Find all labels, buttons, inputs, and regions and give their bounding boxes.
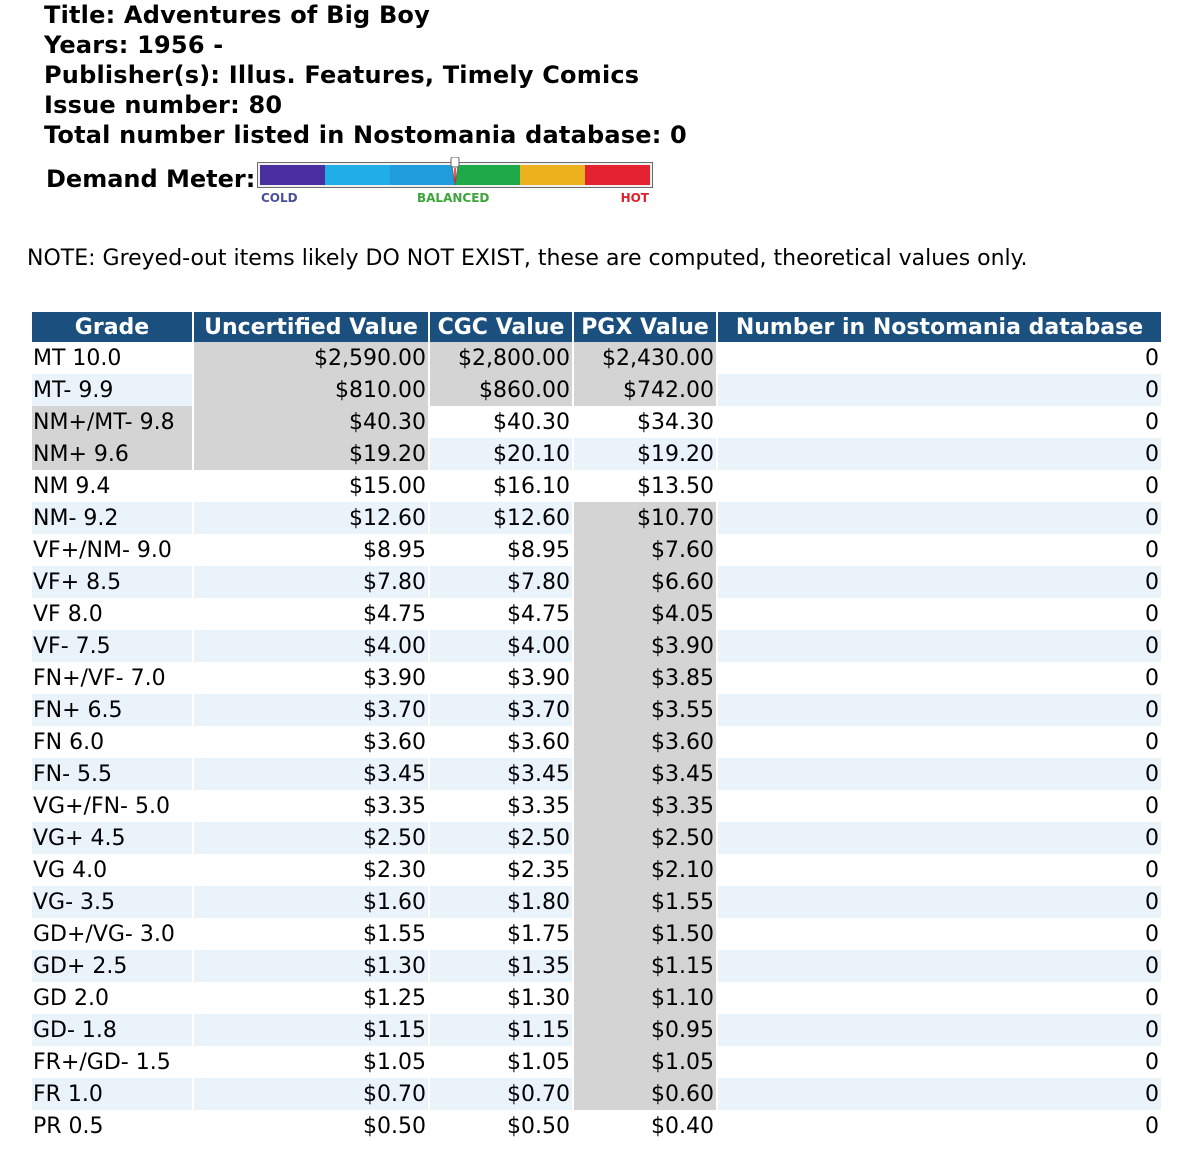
header-grade: Grade [32, 312, 193, 342]
pgx-value-cell: $1.05 [573, 1046, 717, 1078]
uncertified-value-cell: $19.20 [193, 438, 429, 470]
grade-cell: VF+/NM- 9.0 [33, 537, 172, 563]
database-count-cell: 0 [717, 1014, 1161, 1046]
grade-cell: MT- 9.9 [32, 374, 193, 406]
database-count-cell: 0 [717, 534, 1161, 566]
uncertified-value-cell: $1.05 [193, 1046, 429, 1078]
grade-cell: PR 0.5 [33, 1113, 104, 1139]
database-count-cell: 0 [717, 758, 1161, 790]
uncertified-value-cell: $15.00 [193, 470, 429, 502]
meter-label-balanced: BALANCED [417, 191, 490, 205]
table-row [32, 438, 1161, 470]
table-row [32, 726, 1161, 758]
comic-info [44, 0, 687, 150]
table-row [32, 374, 1161, 406]
uncertified-value-cell: $8.95 [193, 534, 429, 566]
grade-cell: NM 9.4 [33, 473, 111, 499]
meter-segment [325, 165, 390, 185]
grade-cell: GD- 1.8 [32, 1014, 193, 1046]
pgx-value-cell: $0.40 [573, 1110, 717, 1142]
database-count-cell: 0 [717, 662, 1161, 694]
meter-segment [260, 165, 325, 185]
uncertified-value-cell: $1.55 [193, 918, 429, 950]
cgc-value-cell: $0.50 [429, 1110, 573, 1142]
database-count-cell: 0 [717, 790, 1161, 822]
header-number-in-database: Number in Nostomania database [717, 312, 1161, 342]
database-count-cell: 0 [717, 502, 1161, 534]
table-row [32, 1046, 1161, 1078]
uncertified-value-cell: $3.60 [193, 726, 429, 758]
database-count-cell: 0 [717, 982, 1161, 1014]
grade-cell: NM+ 9.6 [32, 438, 193, 470]
meter-segment [455, 165, 520, 185]
database-count-cell: 0 [717, 918, 1161, 950]
grade-cell: VG 4.0 [33, 857, 108, 883]
comic-publishers: Publisher(s): Illus. Features, Timely Comics [44, 61, 640, 89]
grade-cell: GD 2.0 [33, 985, 109, 1011]
table-row [32, 758, 1161, 790]
cgc-value-cell: $0.70 [429, 1078, 573, 1110]
cgc-value-cell: $20.10 [429, 438, 573, 470]
pgx-value-cell: $7.60 [573, 534, 717, 566]
pgx-value-cell: $2.50 [573, 822, 717, 854]
grade-cell: VG- 3.5 [32, 886, 193, 918]
pgx-value-cell: $3.55 [573, 694, 717, 726]
grade-cell: NM+/MT- 9.8 [32, 406, 193, 438]
uncertified-value-cell: $1.60 [193, 886, 429, 918]
demand-meter-gauge [257, 162, 653, 188]
grade-cell: NM- 9.2 [32, 502, 193, 534]
table-row [32, 854, 1161, 886]
grade-cell: VF- 7.5 [32, 630, 193, 662]
cgc-value-cell: $1.80 [429, 886, 573, 918]
cgc-value-cell: $2,800.00 [429, 342, 573, 374]
database-count-cell: 0 [717, 1110, 1161, 1142]
comic-years: Years: 1956 - [44, 31, 224, 59]
demand-meter-needle-icon [450, 157, 460, 187]
pgx-value-cell: $0.60 [573, 1078, 717, 1110]
pgx-value-cell: $1.50 [573, 918, 717, 950]
meter-label-hot: HOT [620, 191, 649, 205]
grade-cell: FR 1.0 [32, 1078, 193, 1110]
table-row [32, 1078, 1161, 1110]
cgc-value-cell: $16.10 [429, 470, 573, 502]
uncertified-value-cell: $1.30 [193, 950, 429, 982]
comic-issue-number: Issue number: 80 [44, 91, 283, 119]
pgx-value-cell: $1.10 [573, 982, 717, 1014]
header-cgc-value: CGC Value [429, 312, 573, 342]
cgc-value-cell: $1.30 [429, 982, 573, 1014]
uncertified-value-cell: $4.75 [193, 598, 429, 630]
header-pgx-value: PGX Value [573, 312, 717, 342]
database-count-cell: 0 [717, 854, 1161, 886]
comic-total-listed: Total number listed in Nostomania database: 0 [44, 121, 687, 149]
grade-cell: VF+ 8.5 [32, 566, 193, 598]
pgx-value-cell: $3.35 [573, 790, 717, 822]
cgc-value-cell: $3.45 [429, 758, 573, 790]
pgx-value-cell: $2,430.00 [573, 342, 717, 374]
value-table [32, 312, 1161, 1142]
uncertified-value-cell: $0.70 [193, 1078, 429, 1110]
database-count-cell: 0 [717, 470, 1161, 502]
cgc-value-cell: $12.60 [429, 502, 573, 534]
uncertified-value-cell: $810.00 [193, 374, 429, 406]
uncertified-value-cell: $2,590.00 [193, 342, 429, 374]
table-row [32, 982, 1161, 1014]
uncertified-value-cell: $12.60 [193, 502, 429, 534]
uncertified-value-cell: $4.00 [193, 630, 429, 662]
cgc-value-cell: $3.90 [429, 662, 573, 694]
uncertified-value-cell: $2.50 [193, 822, 429, 854]
header-uncertified-value: Uncertified Value [193, 312, 429, 342]
database-count-cell: 0 [717, 566, 1161, 598]
table-row [32, 406, 1161, 438]
database-count-cell: 0 [717, 1078, 1161, 1110]
database-count-cell: 0 [717, 822, 1161, 854]
uncertified-value-cell: $0.50 [193, 1110, 429, 1142]
grade-cell: FN+ 6.5 [32, 694, 193, 726]
grade-cell: VG+ 4.5 [32, 822, 193, 854]
meter-segment [390, 165, 455, 185]
table-row [32, 918, 1161, 950]
grade-cell: GD+ 2.5 [32, 950, 193, 982]
table-row [32, 470, 1161, 502]
pgx-value-cell: $19.20 [573, 438, 717, 470]
pgx-value-cell: $6.60 [573, 566, 717, 598]
table-row [32, 950, 1161, 982]
grade-cell: FN+/VF- 7.0 [33, 665, 166, 691]
cgc-value-cell: $40.30 [429, 406, 573, 438]
pgx-value-cell: $3.60 [573, 726, 717, 758]
cgc-value-cell: $1.15 [429, 1014, 573, 1046]
table-row [32, 662, 1161, 694]
uncertified-value-cell: $3.90 [193, 662, 429, 694]
database-count-cell: 0 [717, 438, 1161, 470]
database-count-cell: 0 [717, 726, 1161, 758]
pgx-value-cell: $3.45 [573, 758, 717, 790]
table-row [32, 502, 1161, 534]
database-count-cell: 0 [717, 342, 1161, 374]
table-row [32, 1110, 1161, 1142]
uncertified-value-cell: $3.45 [193, 758, 429, 790]
pgx-value-cell: $1.55 [573, 886, 717, 918]
cgc-value-cell: $4.75 [429, 598, 573, 630]
uncertified-value-cell: $3.70 [193, 694, 429, 726]
demand-meter [46, 160, 666, 210]
cgc-value-cell: $3.60 [429, 726, 573, 758]
meter-label-cold: COLD [261, 191, 298, 205]
cgc-value-cell: $1.35 [429, 950, 573, 982]
grade-cell: VF 8.0 [33, 601, 103, 627]
table-row [32, 886, 1161, 918]
table-row [32, 694, 1161, 726]
database-count-cell: 0 [717, 886, 1161, 918]
meter-segment [585, 165, 650, 185]
grade-cell: GD+/VG- 3.0 [33, 921, 175, 947]
pgx-value-cell: $2.10 [573, 854, 717, 886]
pgx-value-cell: $13.50 [573, 470, 717, 502]
table-row [32, 822, 1161, 854]
database-count-cell: 0 [717, 406, 1161, 438]
database-count-cell: 0 [717, 598, 1161, 630]
cgc-value-cell: $3.35 [429, 790, 573, 822]
grade-cell: FN 6.0 [33, 729, 105, 755]
pgx-value-cell: $3.90 [573, 630, 717, 662]
cgc-value-cell: $3.70 [429, 694, 573, 726]
grade-cell: VG+/FN- 5.0 [33, 793, 170, 819]
cgc-value-cell: $860.00 [429, 374, 573, 406]
table-row [32, 790, 1161, 822]
cgc-value-cell: $1.75 [429, 918, 573, 950]
table-row [32, 598, 1161, 630]
cgc-value-cell: $8.95 [429, 534, 573, 566]
greyed-out-note: NOTE: Greyed-out items likely DO NOT EXIST, these are computed, theoretical values only. [27, 246, 1028, 271]
grade-cell: FN- 5.5 [32, 758, 193, 790]
value-table-body [32, 342, 1161, 1142]
pgx-value-cell: $3.85 [573, 662, 717, 694]
value-table-header [32, 312, 1161, 342]
pgx-value-cell: $4.05 [573, 598, 717, 630]
table-row [32, 342, 1161, 374]
table-row [32, 630, 1161, 662]
pgx-value-cell: $34.30 [573, 406, 717, 438]
cgc-value-cell: $2.50 [429, 822, 573, 854]
pgx-value-cell: $10.70 [573, 502, 717, 534]
database-count-cell: 0 [717, 694, 1161, 726]
uncertified-value-cell: $2.30 [193, 854, 429, 886]
table-row [32, 534, 1161, 566]
uncertified-value-cell: $40.30 [193, 406, 429, 438]
grade-cell: FR+/GD- 1.5 [33, 1049, 171, 1075]
database-count-cell: 0 [717, 374, 1161, 406]
cgc-value-cell: $2.35 [429, 854, 573, 886]
demand-meter-scale [257, 191, 653, 207]
cgc-value-cell: $4.00 [429, 630, 573, 662]
table-row [32, 1014, 1161, 1046]
uncertified-value-cell: $1.15 [193, 1014, 429, 1046]
database-count-cell: 0 [717, 950, 1161, 982]
table-row [32, 566, 1161, 598]
uncertified-value-cell: $1.25 [193, 982, 429, 1014]
pgx-value-cell: $1.15 [573, 950, 717, 982]
uncertified-value-cell: $3.35 [193, 790, 429, 822]
database-count-cell: 0 [717, 1046, 1161, 1078]
cgc-value-cell: $1.05 [429, 1046, 573, 1078]
comic-title: Title: Adventures of Big Boy [44, 1, 430, 29]
demand-meter-label: Demand Meter: [46, 165, 256, 193]
pgx-value-cell: $0.95 [573, 1014, 717, 1046]
database-count-cell: 0 [717, 630, 1161, 662]
uncertified-value-cell: $7.80 [193, 566, 429, 598]
meter-segment [520, 165, 585, 185]
grade-cell: MT 10.0 [33, 345, 122, 371]
cgc-value-cell: $7.80 [429, 566, 573, 598]
pgx-value-cell: $742.00 [573, 374, 717, 406]
